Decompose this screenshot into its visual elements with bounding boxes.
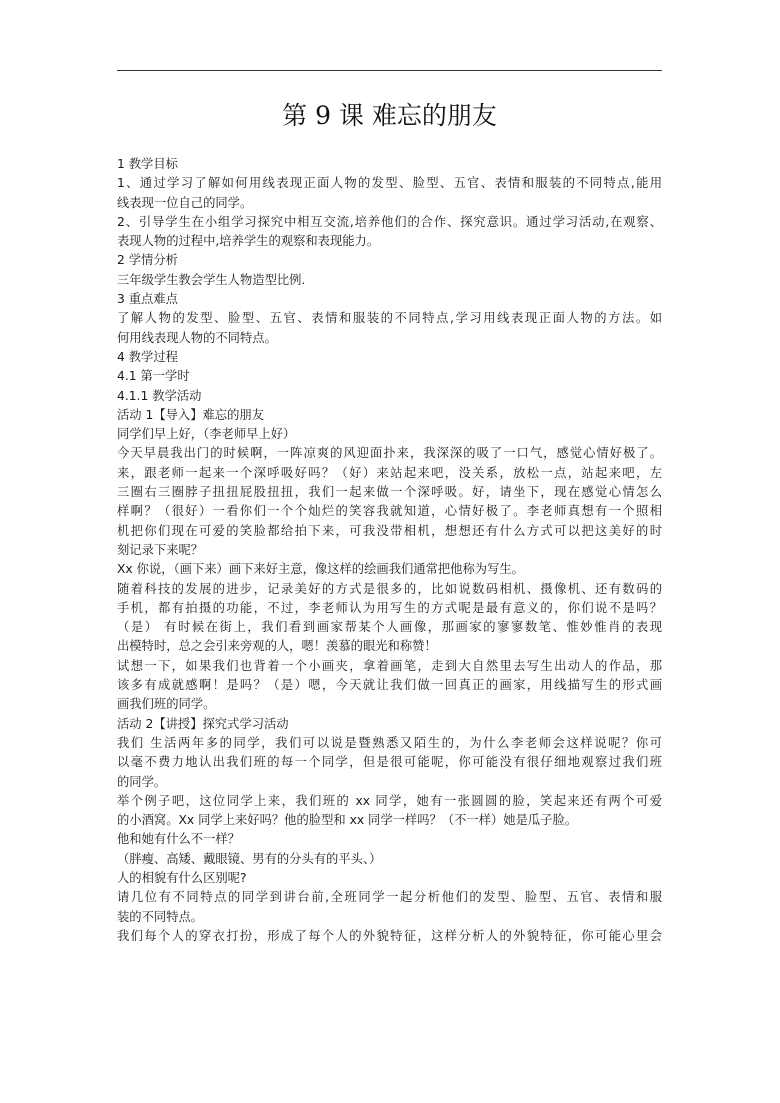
text-line: 试想一下，如果我们也背着一个小画夹，拿着画笔，走到大自然里去写生出动人的作品，那 xyxy=(117,658,662,673)
text-line: 他和她有什么不一样？ xyxy=(117,832,240,847)
text-line: 举个例子吧，这位同学上来，我们班的 xx 同学，她有一张圆圆的脸，笑起来还有两个可爱 xyxy=(117,793,662,808)
text-line: 样啊？（很好）一看你们一个个灿烂的笑容我就知道，心情好极了。李老师真想有一个照相 xyxy=(117,504,662,519)
text-line: 线表现一位自己的同学。 xyxy=(117,195,253,210)
text-line: 三年级学生教会学生人物造型比例. xyxy=(117,272,306,287)
text-line: 来，跟老师一起来一个深呼吸好吗？（好）来站起来吧，没关系，放松一点，站起来吧，左 xyxy=(117,465,662,480)
text-line: 的小酒窝。Xx 同学上来好吗？他的脸型和 xx 同学一样吗？（不一样）她是瓜子脸。 xyxy=(117,813,578,828)
text-line: 表现人物的过程中,培养学生的观察和表现能力。 xyxy=(117,234,380,249)
text-line: 4 教学过程 xyxy=(117,349,178,364)
document-body xyxy=(117,155,662,946)
text-line: 活动 2【讲授】探究式学习活动 xyxy=(117,716,289,731)
text-line: 何用线表现人物的不同特点。 xyxy=(117,330,277,345)
text-line: Xx 你说，（画下来）画下来好主意，像这样的绘画我们通常把他称为写生。 xyxy=(117,562,524,577)
text-line: 请几位有不同特点的同学到讲台前,全班同学一起分析他们的发型、脸型、五官、表情和服 xyxy=(117,890,662,905)
text-line: 该多有成就感啊！是吗？（是）嗯，今天就让我们做一回真正的画家，用线描写生的形式画 xyxy=(117,678,662,693)
text-line: 2、引导学生在小组学习探究中相互交流,培养他们的合作、探究意识。通过学习活动,在观察、 xyxy=(117,214,662,229)
text-line: 装的不同特点。 xyxy=(117,909,204,924)
text-line: 随着科技的发展的进步，记录美好的方式是很多的，比如说数码相机、摄像机、还有数码的 xyxy=(117,581,662,596)
text-line: 2 学情分析 xyxy=(117,253,178,268)
text-line: 活动 1【导入】难忘的朋友 xyxy=(117,407,264,422)
text-line: 人的相貌有什么区别呢? xyxy=(117,870,247,885)
text-line: 出模特时，总之会引来旁观的人，嗯！羡慕的眼光和称赞！ xyxy=(117,639,437,654)
text-line: 机把你们现在可爱的笑脸都给拍下来，可我没带相机，想想还有什么方式可以把这美好的时 xyxy=(117,523,662,538)
text-line: 1 教学目标 xyxy=(117,157,178,171)
text-line: （是） 有时候在街上，我们看到画家帮某个人画像，那画家的寥寥数笔、惟妙惟肖的表现 xyxy=(117,620,662,635)
text-line: 刻记录下来呢？ xyxy=(117,542,204,557)
text-line: 的同学。 xyxy=(117,774,167,789)
text-line: 手机，都有拍摄的功能，不过，李老师认为用写生的方式呢是最有意义的，你们说不是吗？ xyxy=(117,600,662,615)
text-line: 3 重点难点 xyxy=(117,292,178,307)
text-line: 4.1 第一学时 xyxy=(117,369,190,384)
text-line: 我们每个人的穿衣打扮，形成了每个人的外貌特征，这样分析人的外貌特征，你可能心里会 xyxy=(117,928,662,943)
text-line: 了解人物的发型、脸型、五官、表情和服装的不同特点,学习用线表现正面人物的方法。如 xyxy=(117,311,662,326)
text-line: 4.1.1 教学活动 xyxy=(117,388,202,403)
text-line: 我们 生活两年多的同学，我们可以说是暨熟悉又陌生的，为什么李老师会这样说呢？你可 xyxy=(117,735,662,750)
header-rule xyxy=(117,70,662,71)
text-line: 以毫不费力地认出我们班的每一个同学，但是很可能呢，你可能没有很仔细地观察过我们班 xyxy=(117,755,662,770)
text-line: 画我们班的同学。 xyxy=(117,697,216,712)
text-line: 三圈右三圈脖子扭扭屁股扭扭，我们一起来做一个深呼吸。好，请坐下，现在感觉心情怎么 xyxy=(117,485,662,500)
text-line: 1、通过学习了解如何用线表现正面人物的发型、脸型、五官、表情和服装的不同特点,能用 xyxy=(117,176,662,191)
text-line: （胖瘦、高矮、戴眼镜、男有的分头有的平头、） xyxy=(117,851,382,866)
text-line: 同学们早上好，（李老师早上好） xyxy=(117,427,296,442)
page-title: 第 9 课 难忘的朋友 xyxy=(282,101,497,130)
text-line: 今天早晨我出门的时候啊，一阵凉爽的风迎面扑来，我深深的吸了一口气，感觉心情好极了。 xyxy=(117,446,662,461)
